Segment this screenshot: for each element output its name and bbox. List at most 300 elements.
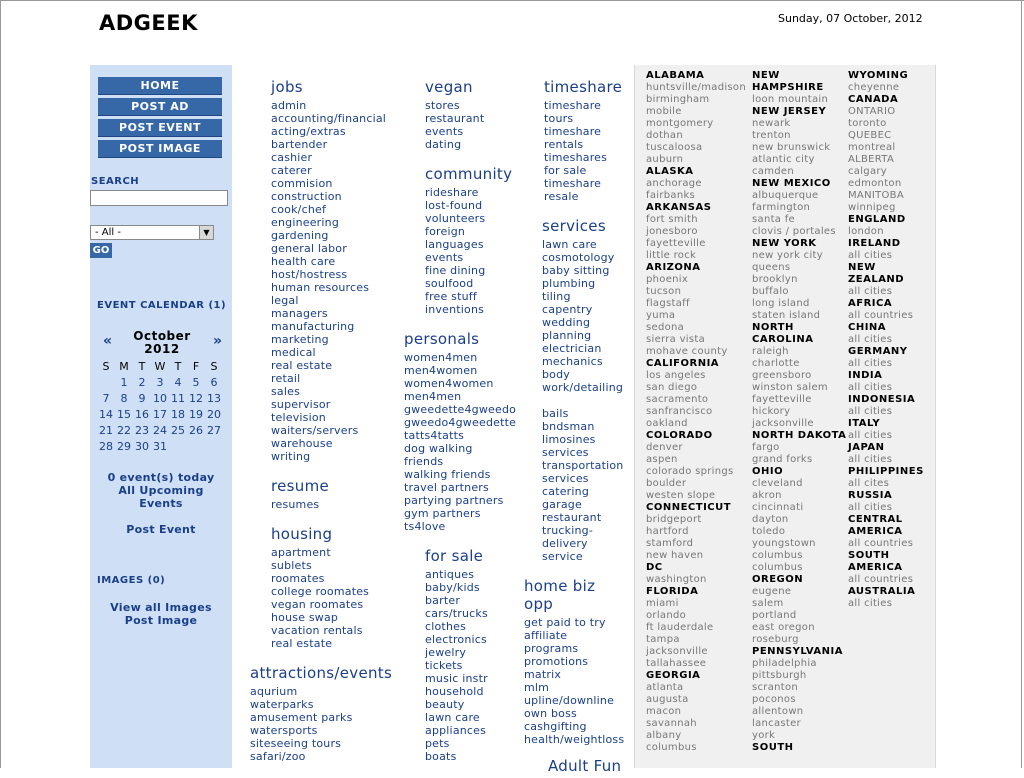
category-link[interactable]: health care	[271, 255, 336, 268]
city-link[interactable]: boulder	[646, 478, 687, 489]
category-link[interactable]: partying partners	[404, 494, 504, 507]
category-link[interactable]: foreign	[425, 225, 466, 238]
state-heading[interactable]: ARIZONA	[646, 262, 701, 273]
category-heading-services[interactable]: services	[542, 217, 606, 235]
category-link[interactable]: planning	[542, 329, 592, 342]
category-link[interactable]: boats	[425, 750, 457, 763]
city-link[interactable]: all cities	[848, 598, 893, 609]
city-link[interactable]: calgary	[848, 166, 888, 177]
city-link[interactable]: san diego	[646, 382, 698, 393]
category-link[interactable]: commision	[271, 177, 333, 190]
calendar-day[interactable]: 20	[207, 408, 221, 421]
state-heading[interactable]: NEW HAMPSHIRE	[752, 70, 824, 93]
category-link[interactable]: sublets	[271, 559, 312, 572]
category-link[interactable]: cook/chef	[271, 203, 327, 216]
city-link[interactable]: brooklyn	[752, 274, 798, 285]
category-link[interactable]: friends	[404, 455, 444, 468]
city-link[interactable]: cincinnati	[752, 502, 804, 513]
state-heading[interactable]: GEORGIA	[646, 670, 701, 681]
city-link[interactable]: all cities	[848, 382, 893, 393]
city-link[interactable]: MANITOBA	[848, 190, 904, 201]
city-link[interactable]: savannah	[646, 718, 697, 729]
state-heading[interactable]: RUSSIA	[848, 490, 893, 501]
category-link[interactable]: trucking-	[542, 524, 594, 537]
category-link[interactable]: upline/downline	[524, 694, 615, 707]
category-link[interactable]: waiters/servers	[271, 424, 359, 437]
category-link[interactable]: travel partners	[404, 481, 489, 494]
category-link[interactable]: languages	[425, 238, 484, 251]
city-link[interactable]: clovis / portales	[752, 226, 836, 237]
category-link[interactable]: women4men	[404, 351, 478, 364]
category-heading-resume[interactable]: resume	[271, 477, 330, 495]
category-link[interactable]: timeshare	[544, 177, 602, 190]
category-link[interactable]: cars/trucks	[425, 607, 488, 620]
category-link[interactable]: engineering	[271, 216, 340, 229]
state-heading[interactable]: PHILIPPINES	[848, 466, 924, 477]
category-link[interactable]: gardening	[271, 229, 329, 242]
city-link[interactable]: augusta	[646, 694, 689, 705]
state-heading[interactable]: INDONESIA	[848, 394, 916, 405]
category-link[interactable]: resumes	[271, 498, 320, 511]
category-link[interactable]: roomates	[271, 572, 325, 585]
city-link[interactable]: tucson	[646, 286, 682, 297]
calendar-prev-icon[interactable]: «	[103, 333, 113, 349]
city-link[interactable]: lancaster	[752, 718, 801, 729]
city-link[interactable]: santa fe	[752, 214, 795, 225]
city-link[interactable]: long island	[752, 298, 810, 309]
city-link[interactable]: jacksonville	[752, 418, 814, 429]
city-link[interactable]: QUEBEC	[848, 130, 892, 141]
calendar-day[interactable]: 1	[120, 376, 128, 389]
state-heading[interactable]: DC	[646, 562, 663, 573]
state-heading[interactable]: FLORIDA	[646, 586, 699, 597]
city-link[interactable]: fargo	[752, 442, 780, 453]
category-link[interactable]: men4men	[404, 390, 462, 403]
state-heading[interactable]: NEW JERSEY	[752, 106, 827, 117]
state-heading[interactable]: NEW YORK	[752, 238, 817, 249]
category-link[interactable]: safari/zoo	[250, 750, 306, 763]
city-link[interactable]: trenton	[752, 130, 791, 141]
city-link[interactable]: fayetteville	[752, 394, 812, 405]
category-link[interactable]: bails	[542, 407, 569, 420]
city-link[interactable]: tuscaloosa	[646, 142, 703, 153]
city-link[interactable]: all cities	[848, 454, 893, 465]
category-link[interactable]: get paid to try	[524, 616, 606, 629]
events-today-link[interactable]: 0 event(s) today	[107, 471, 215, 484]
calendar-day[interactable]: 28	[99, 440, 113, 453]
category-link[interactable]: transportation	[542, 459, 624, 472]
category-link[interactable]: legal	[271, 294, 299, 307]
city-link[interactable]: dothan	[646, 130, 683, 141]
category-link[interactable]: catering	[542, 485, 590, 498]
city-link[interactable]: new brunswick	[752, 142, 831, 153]
calendar-day[interactable]: 18	[171, 408, 185, 421]
state-heading[interactable]: JAPAN	[848, 442, 885, 453]
city-link[interactable]: aspen	[646, 454, 678, 465]
city-link[interactable]: all cities	[848, 430, 893, 441]
category-heading-vegan[interactable]: vegan	[425, 78, 473, 96]
category-link[interactable]: cashgifting	[524, 720, 587, 733]
city-link[interactable]: little rock	[646, 250, 697, 261]
calendar-day[interactable]: 17	[153, 408, 167, 421]
city-link[interactable]: sedona	[646, 322, 685, 333]
post-image-button[interactable]: POST IMAGE	[98, 140, 222, 158]
calendar-next-icon[interactable]: »	[212, 333, 222, 349]
city-link[interactable]: all cities	[848, 358, 893, 369]
calendar-day[interactable]: 15	[117, 408, 131, 421]
city-link[interactable]: ALBERTA	[848, 154, 895, 165]
category-link[interactable]: cosmotology	[542, 251, 615, 264]
city-link[interactable]: salem	[752, 598, 784, 609]
city-link[interactable]: poconos	[752, 694, 796, 705]
category-link[interactable]: services	[542, 446, 589, 459]
city-link[interactable]: winnipeg	[848, 202, 896, 213]
category-link[interactable]: waterparks	[250, 698, 314, 711]
category-link[interactable]: matrix	[524, 668, 562, 681]
category-link[interactable]: dog walking	[404, 442, 473, 455]
category-heading-attractions-events[interactable]: attractions/events	[250, 664, 393, 682]
category-link[interactable]: television	[271, 411, 326, 424]
city-link[interactable]: all cites	[848, 478, 890, 489]
state-heading[interactable]: INDIA	[848, 370, 883, 381]
category-link[interactable]: rideshare	[425, 186, 479, 199]
category-link[interactable]: electronics	[425, 633, 487, 646]
city-link[interactable]: roseburg	[752, 634, 799, 645]
category-link[interactable]: promotions	[524, 655, 589, 668]
category-link[interactable]: lost-found	[425, 199, 483, 212]
calendar-day[interactable]: 7	[102, 392, 110, 405]
view-all-images-link[interactable]: View all Images	[110, 601, 212, 614]
search-input[interactable]	[90, 190, 228, 206]
city-link[interactable]: all countries	[848, 538, 914, 549]
city-link[interactable]: columbus	[646, 742, 697, 753]
city-link[interactable]: all cities	[848, 334, 893, 345]
category-link[interactable]: lawn care	[425, 711, 480, 724]
category-link[interactable]: fine dining	[425, 264, 486, 277]
category-link[interactable]: human resources	[271, 281, 370, 294]
city-link[interactable]: phoenix	[646, 274, 689, 285]
category-link[interactable]: pets	[425, 737, 450, 750]
category-link[interactable]: vegan roomates	[271, 598, 364, 611]
city-link[interactable]: eugene	[752, 586, 792, 597]
category-heading-housing[interactable]: housing	[271, 525, 333, 543]
city-link[interactable]: miami	[646, 598, 679, 609]
city-link[interactable]: tampa	[646, 634, 680, 645]
calendar-day[interactable]: 23	[135, 424, 149, 437]
category-link[interactable]: plumbing	[542, 277, 596, 290]
state-heading[interactable]: NEW ZEALAND	[848, 262, 905, 285]
category-link[interactable]: volunteers	[425, 212, 486, 225]
all-upcoming-events-link[interactable]: Events	[139, 497, 183, 510]
category-link[interactable]: bndsman	[542, 420, 595, 433]
category-link[interactable]: affiliate	[524, 629, 568, 642]
category-link[interactable]: household	[425, 685, 484, 698]
calendar-day[interactable]: 12	[189, 392, 203, 405]
city-link[interactable]: allentown	[752, 706, 804, 717]
category-link[interactable]: tatts4tatts	[404, 429, 465, 442]
category-link[interactable]: clothes	[425, 620, 467, 633]
category-link[interactable]: apartment	[271, 546, 331, 559]
category-link[interactable]: programs	[524, 642, 579, 655]
city-link[interactable]: cleveland	[752, 478, 803, 489]
category-link[interactable]: delivery	[542, 537, 588, 550]
category-link[interactable]: tours	[544, 112, 574, 125]
category-link[interactable]: wedding	[542, 316, 591, 329]
state-heading[interactable]: GERMANY	[848, 346, 908, 357]
category-link[interactable]: mechanics	[542, 355, 603, 368]
city-link[interactable]: orlando	[646, 610, 687, 621]
category-link[interactable]: timeshares	[544, 151, 608, 164]
category-link[interactable]: mlm	[524, 681, 550, 694]
city-link[interactable]: oakland	[646, 418, 688, 429]
category-link[interactable]: bartender	[271, 138, 328, 151]
category-link[interactable]: events	[425, 251, 464, 264]
city-link[interactable]: scranton	[752, 682, 799, 693]
go-button[interactable]: GO	[90, 243, 112, 258]
category-link[interactable]: aqurium	[250, 685, 298, 698]
category-link[interactable]: siteseeing tours	[250, 737, 342, 750]
calendar-day[interactable]: 6	[210, 376, 218, 389]
category-heading-community[interactable]: community	[425, 165, 513, 183]
city-link[interactable]: buffalo	[752, 286, 789, 297]
chevron-down-icon[interactable]: ▼	[199, 226, 213, 239]
calendar-day[interactable]: 13	[207, 392, 221, 405]
city-link[interactable]: tallahassee	[646, 658, 707, 669]
category-link[interactable]: medical	[271, 346, 316, 359]
calendar-day[interactable]: 31	[153, 440, 167, 453]
state-heading[interactable]: CENTRAL AMERICA	[848, 514, 903, 537]
city-link[interactable]: akron	[752, 490, 782, 501]
city-link[interactable]: all cities	[848, 406, 893, 417]
city-link[interactable]: westen slope	[646, 490, 716, 501]
category-link[interactable]: general labor	[271, 242, 347, 255]
category-link[interactable]: stores	[425, 99, 460, 112]
city-link[interactable]: sacramento	[646, 394, 709, 405]
city-link[interactable]: mohave county	[646, 346, 728, 357]
category-link[interactable]: real estate	[271, 359, 333, 372]
category-link[interactable]: music instr	[425, 672, 488, 685]
category-link[interactable]: services	[542, 472, 589, 485]
city-link[interactable]: ft lauderdale	[646, 622, 714, 633]
state-heading[interactable]: SOUTH	[752, 742, 794, 753]
category-link[interactable]: resale	[544, 190, 579, 203]
category-link[interactable]: college roomates	[271, 585, 370, 598]
event-calendar-label[interactable]: EVENT CALENDAR (1)	[97, 300, 227, 311]
all-upcoming-link[interactable]: All Upcoming	[118, 484, 204, 497]
city-link[interactable]: portland	[752, 610, 797, 621]
category-link[interactable]: sales	[271, 385, 301, 398]
city-link[interactable]: pittsburgh	[752, 670, 807, 681]
category-link[interactable]: gym partners	[404, 507, 481, 520]
city-link[interactable]: montgomery	[646, 118, 714, 129]
city-link[interactable]: east oregon	[752, 622, 815, 633]
city-link[interactable]: huntsville/madison	[646, 82, 746, 93]
category-link[interactable]: lawn care	[542, 238, 597, 251]
category-link[interactable]: women4women	[404, 377, 494, 390]
category-link[interactable]: work/detailing	[542, 381, 624, 394]
city-link[interactable]: mobile	[646, 106, 682, 117]
city-link[interactable]: fayetteville	[646, 238, 706, 249]
category-link[interactable]: retail	[271, 372, 301, 385]
calendar-day[interactable]: 11	[171, 392, 185, 405]
calendar-day[interactable]: 22	[117, 424, 131, 437]
state-heading[interactable]: ENGLAND	[848, 214, 906, 225]
state-heading[interactable]: SOUTH AMERICA	[848, 550, 903, 573]
category-link[interactable]: body	[542, 368, 571, 381]
calendar-day[interactable]: 24	[153, 424, 167, 437]
calendar-day[interactable]: 19	[189, 408, 203, 421]
state-heading[interactable]: CHINA	[848, 322, 887, 333]
city-link[interactable]: farmington	[752, 202, 811, 213]
city-link[interactable]: yuma	[646, 310, 676, 321]
post-event-button[interactable]: POST EVENT	[98, 119, 222, 137]
category-link[interactable]: timeshare	[544, 99, 602, 112]
category-heading-for-sale[interactable]: for sale	[425, 547, 484, 565]
calendar-day[interactable]: 2	[138, 376, 146, 389]
city-link[interactable]: greensboro	[752, 370, 812, 381]
city-link[interactable]: anchorage	[646, 178, 702, 189]
category-heading-timeshare[interactable]: timeshare	[544, 78, 623, 96]
category-link[interactable]: vacation rentals	[271, 624, 363, 637]
city-link[interactable]: cheyenne	[848, 82, 900, 93]
calendar-day[interactable]: 10	[153, 392, 167, 405]
state-heading[interactable]: ALABAMA	[646, 70, 705, 81]
calendar-day[interactable]: 21	[99, 424, 113, 437]
category-link[interactable]: men4women	[404, 364, 478, 377]
category-heading-home-biz-opp[interactable]: home biz opp	[524, 577, 596, 613]
city-link[interactable]: youngstown	[752, 538, 816, 549]
city-link[interactable]: all countries	[848, 310, 914, 321]
calendar-day[interactable]: 5	[192, 376, 200, 389]
category-heading-jobs[interactable]: jobs	[271, 78, 303, 96]
city-link[interactable]: grand forks	[752, 454, 813, 465]
category-link[interactable]: tickets	[425, 659, 463, 672]
category-link[interactable]: construction	[271, 190, 342, 203]
city-link[interactable]: los angeles	[646, 370, 706, 381]
city-link[interactable]: stamford	[646, 538, 694, 549]
category-link[interactable]: gweedo4gweedette	[404, 416, 517, 429]
category-link[interactable]: gweedette4gweedo	[404, 403, 517, 416]
state-heading[interactable]: PENNSYLVANIA	[752, 646, 843, 657]
state-heading[interactable]: CANADA	[848, 94, 899, 105]
calendar-day[interactable]: 27	[207, 424, 221, 437]
category-link[interactable]: supervisor	[271, 398, 331, 411]
city-link[interactable]: newark	[752, 118, 791, 129]
category-link[interactable]: tiling	[542, 290, 571, 303]
category-link[interactable]: watersports	[250, 724, 318, 737]
calendar-day[interactable]: 14	[99, 408, 113, 421]
category-link[interactable]: acting/extras	[271, 125, 346, 138]
city-link[interactable]: camden	[752, 166, 795, 177]
city-link[interactable]: washington	[646, 574, 707, 585]
state-heading[interactable]: ARKANSAS	[646, 202, 712, 213]
city-link[interactable]: sanfrancisco	[646, 406, 713, 417]
site-logo[interactable]: ADGEEK	[99, 11, 198, 35]
calendar-day[interactable]: 9	[138, 392, 146, 405]
category-link[interactable]: health/weightloss	[524, 733, 625, 746]
category-link[interactable]: restaurant	[425, 112, 485, 125]
category-link[interactable]: writing	[271, 450, 311, 463]
city-link[interactable]: sierra vista	[646, 334, 706, 345]
city-link[interactable]: charlotte	[752, 358, 800, 369]
city-link[interactable]: london	[848, 226, 884, 237]
state-heading[interactable]: AFRICA	[848, 298, 893, 309]
category-link[interactable]: dating	[425, 138, 462, 151]
post-event-link[interactable]: Post Event	[126, 523, 196, 536]
category-link[interactable]: admin	[271, 99, 307, 112]
state-heading[interactable]: OHIO	[752, 466, 784, 477]
category-link[interactable]: marketing	[271, 333, 329, 346]
category-link[interactable]: limosines	[542, 433, 596, 446]
city-link[interactable]: denver	[646, 442, 683, 453]
category-link[interactable]: inventions	[425, 303, 485, 316]
category-link[interactable]: events	[425, 125, 464, 138]
city-link[interactable]: albany	[646, 730, 682, 741]
category-link[interactable]: caterer	[271, 164, 312, 177]
city-link[interactable]: queens	[752, 262, 791, 273]
state-heading[interactable]: NEW MEXICO	[752, 178, 831, 189]
category-link[interactable]: baby sitting	[542, 264, 610, 277]
category-heading-personals[interactable]: personals	[404, 330, 480, 348]
category-link[interactable]: capentry	[542, 303, 593, 316]
state-heading[interactable]: ITALY	[848, 418, 881, 429]
city-link[interactable]: all cities	[848, 250, 893, 261]
city-link[interactable]: atlanta	[646, 682, 684, 693]
category-link[interactable]: antiques	[425, 568, 475, 581]
city-link[interactable]: staten island	[752, 310, 821, 321]
city-link[interactable]: hickory	[752, 406, 791, 417]
category-link[interactable]: rentals	[544, 138, 584, 151]
category-link[interactable]: ts4love	[404, 520, 446, 533]
state-heading[interactable]: ALASKA	[646, 166, 694, 177]
category-link[interactable]: house swap	[271, 611, 339, 624]
category-link[interactable]: cashier	[271, 151, 313, 164]
category-link[interactable]: managers	[271, 307, 328, 320]
category-link[interactable]: accounting/financial	[271, 112, 387, 125]
category-link[interactable]: own boss	[524, 707, 577, 720]
post-image-link[interactable]: Post Image	[124, 614, 198, 627]
state-heading[interactable]: COLORADO	[646, 430, 713, 441]
category-heading-adult-fun[interactable]: Adult Fun	[548, 757, 622, 775]
state-heading[interactable]: WYOMING	[848, 70, 909, 81]
state-heading[interactable]: AUSTRALIA	[848, 586, 916, 597]
calendar-day[interactable]: 29	[117, 440, 131, 453]
city-link[interactable]: raleigh	[752, 346, 789, 357]
post-ad-button[interactable]: POST AD	[98, 98, 222, 116]
city-link[interactable]: hartford	[646, 526, 689, 537]
category-link[interactable]: jewelry	[425, 646, 467, 659]
city-link[interactable]: all cities	[848, 502, 893, 513]
category-link[interactable]: beauty	[425, 698, 465, 711]
category-link[interactable]: for sale	[544, 164, 587, 177]
city-link[interactable]: loon mountain	[752, 94, 829, 105]
calendar-day[interactable]: 16	[135, 408, 149, 421]
category-link[interactable]: baby/kids	[425, 581, 480, 594]
calendar-day[interactable]: 30	[135, 440, 149, 453]
state-heading[interactable]: NORTH CAROLINA	[752, 322, 814, 345]
city-link[interactable]: auburn	[646, 154, 684, 165]
city-link[interactable]: all countries	[848, 574, 914, 585]
city-link[interactable]: flagstaff	[646, 298, 690, 309]
category-link[interactable]: walking friends	[404, 468, 491, 481]
category-link[interactable]: appliances	[425, 724, 487, 737]
city-link[interactable]: columbus	[752, 550, 803, 561]
city-link[interactable]: fairbanks	[646, 190, 696, 201]
category-link[interactable]: restaurant	[542, 511, 602, 524]
city-link[interactable]: toledo	[752, 526, 786, 537]
category-link[interactable]: soulfood	[425, 277, 474, 290]
category-link[interactable]: amusement parks	[250, 711, 353, 724]
